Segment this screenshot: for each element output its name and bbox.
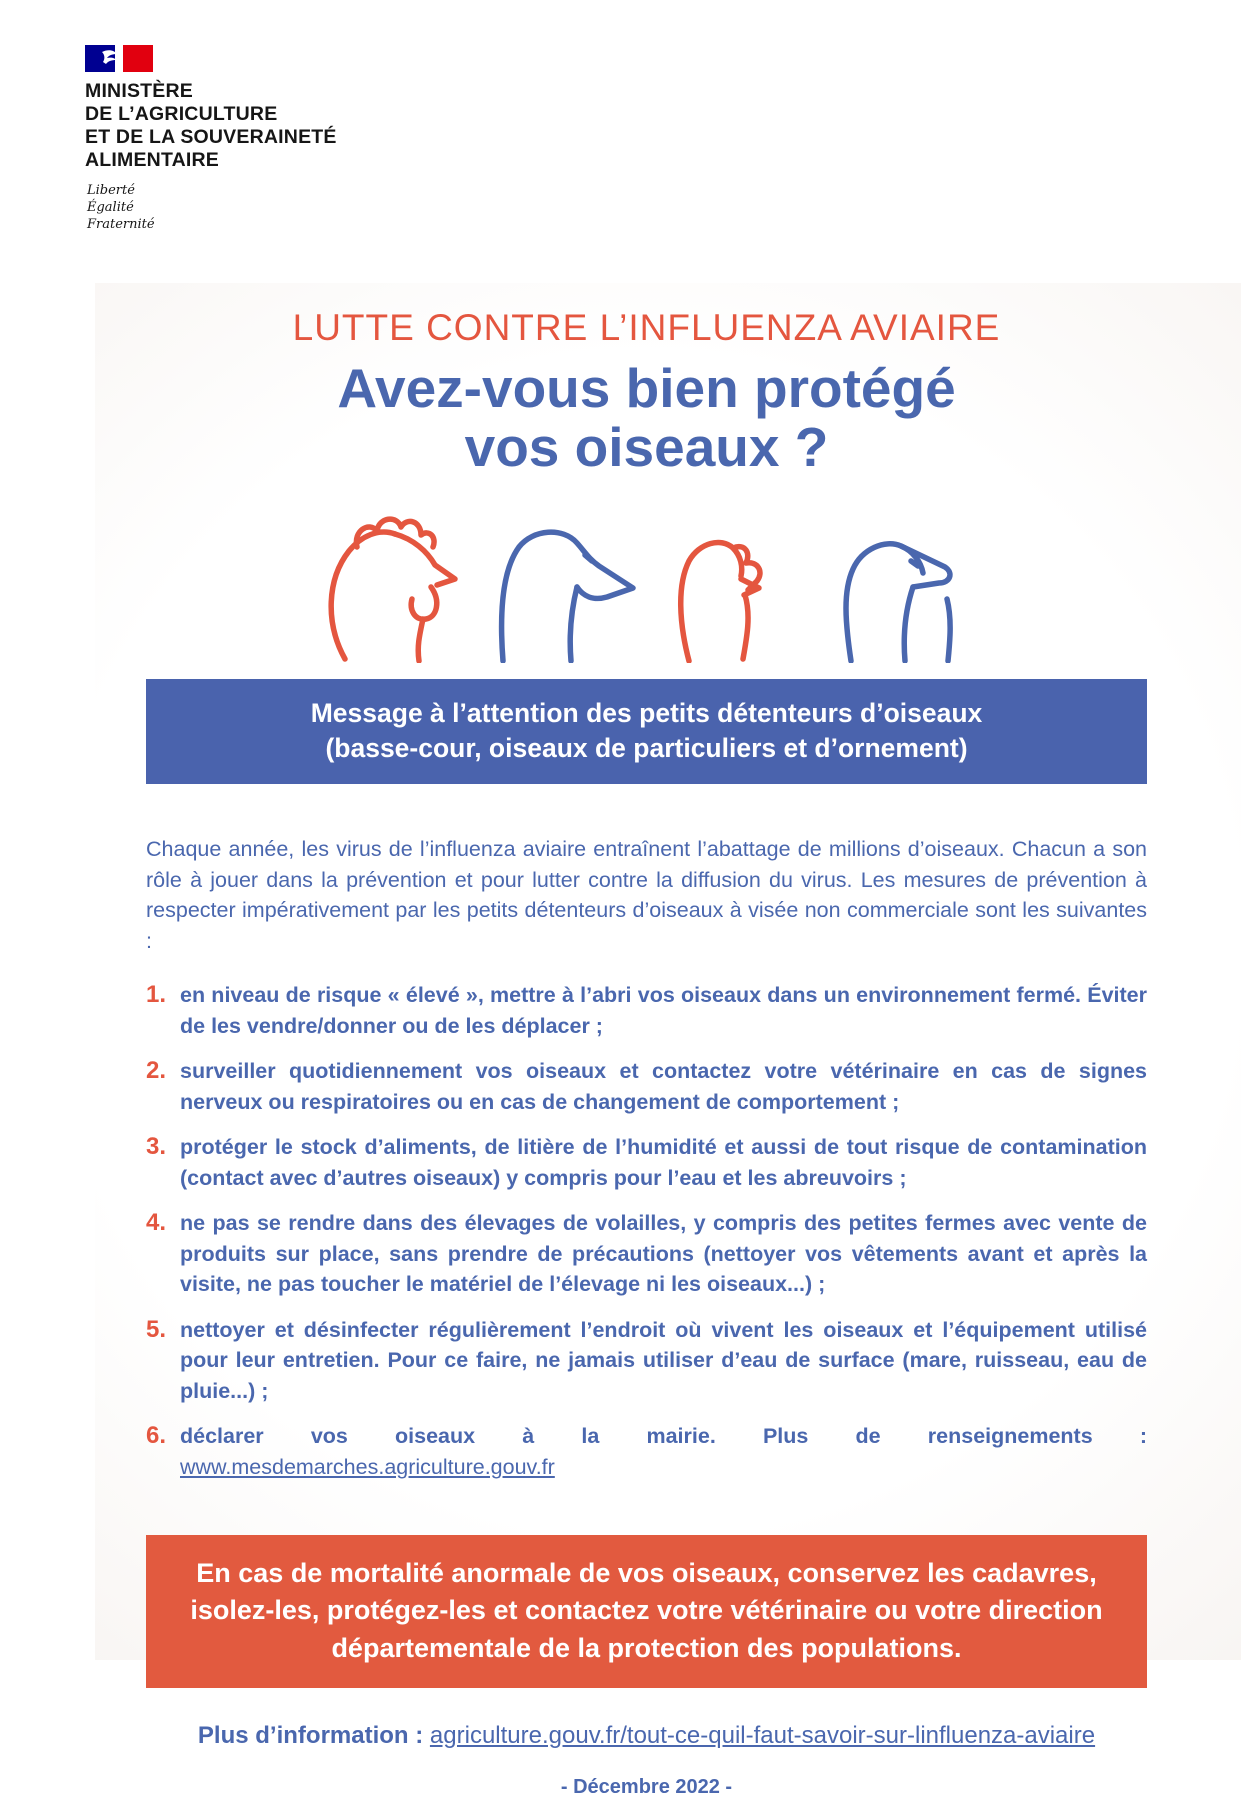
alert-banner: En cas de mortalité anormale de vos oiseaux, conservez les cadavres, isolez-les, protégez-les et contactez votre vétérinaire ou votre direction départementale de la protection des populations. — [146, 1535, 1147, 1688]
list-item — [146, 980, 1147, 1041]
rule-text-prefix: déclarer vos oiseaux à la mairie. Plus de renseignements : — [180, 1424, 1147, 1449]
french-flag-icon — [85, 45, 153, 72]
audience-banner — [146, 679, 1147, 785]
list-item — [146, 1208, 1147, 1300]
duck-icon — [846, 543, 950, 660]
rule-number: 2. — [146, 1057, 167, 1085]
goose-icon — [501, 532, 632, 661]
poster-content — [146, 307, 1147, 1799]
ministry-name-line: DE L’AGRICULTURE — [85, 103, 278, 125]
rule-number: 5. — [146, 1315, 167, 1343]
more-info-link[interactable]: agriculture.gouv.fr/tout-ce-quil-faut-savoir-sur-linfluenza-aviaire — [429, 1721, 1096, 1749]
flag-red-stripe — [123, 45, 153, 72]
motto-line: Égalité — [87, 200, 134, 215]
page-title-line1: Avez-vous bien protégé — [337, 357, 956, 419]
motto-line: Liberté — [87, 183, 135, 198]
intro-paragraph: Chaque année, les virus de l’influenza aviaire entraînent l’abattage de millions d’oiseaux. Chacun a son rôle à jouer dans la prévention et pour lutter contre la diffusion du virus. Les mesures de prévention à respecter impérativement par les petits détenteurs d’oiseaux à visée non commerciale sont les suivantes : — [146, 837, 1147, 953]
campaign-kicker: LUTTE CONTRE L’INFLUENZA AVIAIRE — [292, 307, 1001, 348]
ministry-logo-block — [85, 45, 337, 233]
mesdemarches-link[interactable]: www.mesdemarches.agriculture.gouv.fr — [180, 1454, 555, 1479]
motto-line: Fraternité — [87, 217, 155, 232]
rule-number: 4. — [146, 1209, 167, 1237]
more-info-label: Plus d’information : — [197, 1721, 430, 1749]
page-title-line2: vos oiseaux ? — [464, 415, 829, 478]
list-item — [146, 1421, 1147, 1482]
rule-number: 3. — [146, 1133, 167, 1161]
rooster-icon — [331, 519, 455, 661]
ministry-name-line: ET DE LA SOUVERAINETÉ — [85, 126, 337, 148]
rule-text: surveiller quotidiennement vos oiseaux et contactez votre vétérinaire en cas de signes nerveux ou respiratoires ou en cas de changement de comportement ; — [180, 1059, 1147, 1114]
audience-banner-line1: Message à l’attention des petits détenteurs d’oiseaux — [310, 697, 983, 728]
page-title — [146, 359, 1147, 477]
rules-list — [146, 980, 1147, 1482]
rule-number: 1. — [146, 981, 167, 1009]
list-item — [146, 1056, 1147, 1117]
marianne-icon — [99, 48, 121, 68]
list-item — [146, 1132, 1147, 1193]
more-info-line — [146, 1722, 1147, 1750]
turkey-icon — [680, 542, 759, 661]
list-item — [146, 1315, 1147, 1407]
rule-text: en niveau de risque « élevé », mettre à l’abri vos oiseaux dans un environnement fermé. Éviter de les vendre/donner ou de les déplacer ; — [180, 983, 1147, 1038]
ministry-name-line: MINISTÈRE — [85, 80, 193, 102]
bird-heads-illustration — [317, 491, 977, 663]
audience-banner-line2: (basse-cour, oiseaux de particuliers et d’ornement) — [325, 733, 968, 764]
republic-motto — [87, 182, 337, 233]
flag-blue-stripe — [85, 45, 115, 72]
publication-date: - Décembre 2022 - — [560, 1775, 733, 1798]
rule-text: nettoyer et désinfecter régulièrement l’endroit où vivent les oiseaux et l’équipement utilisé pour leur entretien. Pour ce faire, ne jamais utiliser d’eau de surface (mare, ruisseau, eau de pluie...) ; — [180, 1317, 1147, 1403]
ministry-name — [85, 80, 337, 172]
poster-card — [95, 283, 1241, 1798]
rule-text — [180, 1421, 1147, 1482]
rule-text: ne pas se rendre dans des élevages de volailles, y compris des petites fermes avec vente de produits sur place, sans prendre de précautions (nettoyer vos vêtements avant et après la visite, ne pas toucher le matériel de l’élevage ni les oiseaux...) ; — [180, 1211, 1147, 1297]
ministry-name-line: ALIMENTAIRE — [85, 149, 219, 171]
rule-text: protéger le stock d’aliments, de litière de l’humidité et aussi de tout risque de contamination (contact avec d’autres oiseaux) y compris pour l’eau et les abreuvoirs ; — [180, 1135, 1147, 1190]
rule-number: 6. — [146, 1422, 167, 1450]
